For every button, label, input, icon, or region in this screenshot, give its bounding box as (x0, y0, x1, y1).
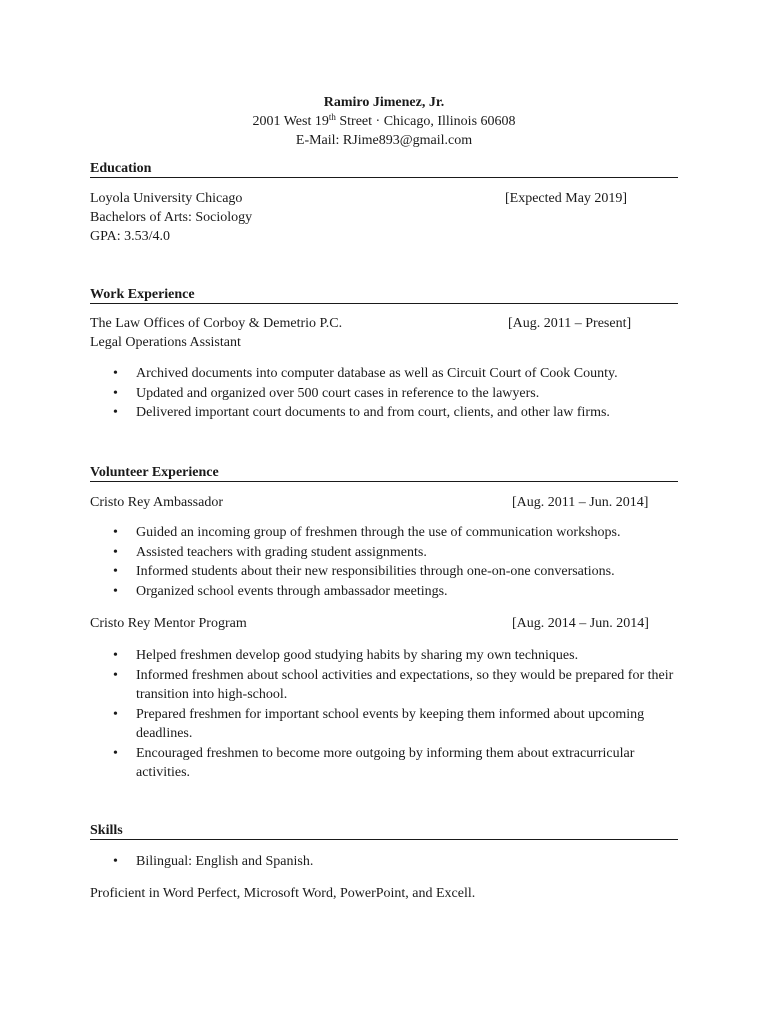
list-item-text: Assisted teachers with grading student assignments. (136, 544, 427, 560)
list-item-text: Informed students about their new responsibilities through one-on-one conversations. (136, 564, 615, 579)
list-item (0, 523, 676, 543)
list-item-text: Organized school events through ambassador meetings. (136, 583, 448, 599)
skills-proficient: Proficient in Word Perfect, Microsoft Word, PowerPoint, and Excell. (90, 886, 476, 901)
work-employer: The Law Offices of Corboy & Demetrio P.C. (90, 316, 343, 331)
section-title-volunteer-experience: Volunteer Experience (90, 464, 678, 482)
section-title-skills: Skills (90, 822, 678, 840)
list-item (0, 562, 676, 582)
bullet-glyph: • (113, 745, 118, 761)
list-item-text: Archived documents into computer database as well as Circuit Court of Cook County. (136, 366, 618, 381)
section-title-work-experience: Work Experience (90, 286, 678, 304)
work-role: Legal Operations Assistant (90, 335, 241, 350)
bullet-glyph: • (113, 667, 118, 683)
applicant-address (0, 112, 768, 131)
list-item-text: Informed freshmen about school activities and expectations, so they would be prepared for their transition into high-school. (136, 667, 674, 702)
education-gpa: GPA: 3.53/4.0 (90, 229, 171, 244)
list-item (0, 666, 676, 705)
list-item (0, 744, 676, 783)
education-date: [Expected May 2019] (505, 191, 628, 206)
bullet-glyph: • (113, 405, 118, 420)
list-item-text: Bilingual: English and Spanish. (136, 854, 314, 869)
list-item-text: Helped freshmen develop good studying habits by sharing my own techniques. (136, 648, 579, 663)
volunteer-mentor-name: Cristo Rey Mentor Program (90, 616, 247, 631)
list-item-text: Delivered important court documents to and from court, clients, and other law firms. (136, 405, 610, 420)
address-rest: Street · Chicago, Illinois 60608 (335, 114, 516, 129)
bullet-glyph: • (113, 564, 118, 579)
mentor-bullet-list (0, 646, 676, 783)
work-date: [Aug. 2011 – Present] (508, 316, 632, 331)
list-item (0, 852, 676, 872)
skills-bullet-list (0, 852, 676, 872)
education-school: Loyola University Chicago (90, 191, 243, 206)
list-item (0, 646, 676, 666)
bullet-glyph: • (113, 854, 118, 869)
section-title-education: Education (90, 160, 678, 178)
bullet-glyph: • (113, 583, 118, 599)
list-item (0, 582, 676, 602)
bullet-glyph: • (113, 706, 118, 722)
list-item (0, 364, 676, 384)
list-item (0, 403, 676, 423)
list-item (0, 543, 676, 563)
address-ordinal-suffix: th (328, 112, 336, 122)
volunteer-mentor-date: [Aug. 2014 – Jun. 2014] (512, 616, 649, 631)
list-item-text: Prepared freshmen for important school events by keeping them informed about upcoming deadlines. (136, 706, 645, 741)
list-item (0, 384, 676, 404)
bullet-glyph: • (113, 366, 118, 381)
volunteer-ambassador-date: [Aug. 2011 – Jun. 2014] (512, 495, 649, 510)
education-degree: Bachelors of Arts: Sociology (90, 210, 253, 225)
bullet-glyph: • (113, 525, 118, 540)
bullet-glyph: • (113, 385, 118, 401)
ambassador-bullet-list (0, 523, 676, 601)
list-item (0, 705, 676, 744)
list-item-text: Guided an incoming group of freshmen through the use of communication workshops. (136, 525, 621, 540)
volunteer-ambassador-name: Cristo Rey Ambassador (90, 495, 223, 510)
list-item-text: Updated and organized over 500 court cases in reference to the lawyers. (136, 385, 540, 401)
bullet-glyph: • (113, 648, 118, 663)
applicant-name: Ramiro Jimenez, Jr. (323, 95, 445, 110)
bullet-glyph: • (113, 544, 118, 560)
applicant-email: E-Mail: RJime893@gmail.com (295, 133, 473, 148)
work-bullet-list (0, 364, 676, 423)
address-street-number: 2001 West 19 (252, 114, 329, 129)
resume-header (0, 93, 768, 150)
list-item-text: Encouraged freshmen to become more outgoing by informing them about extracurricular activities. (136, 745, 635, 780)
